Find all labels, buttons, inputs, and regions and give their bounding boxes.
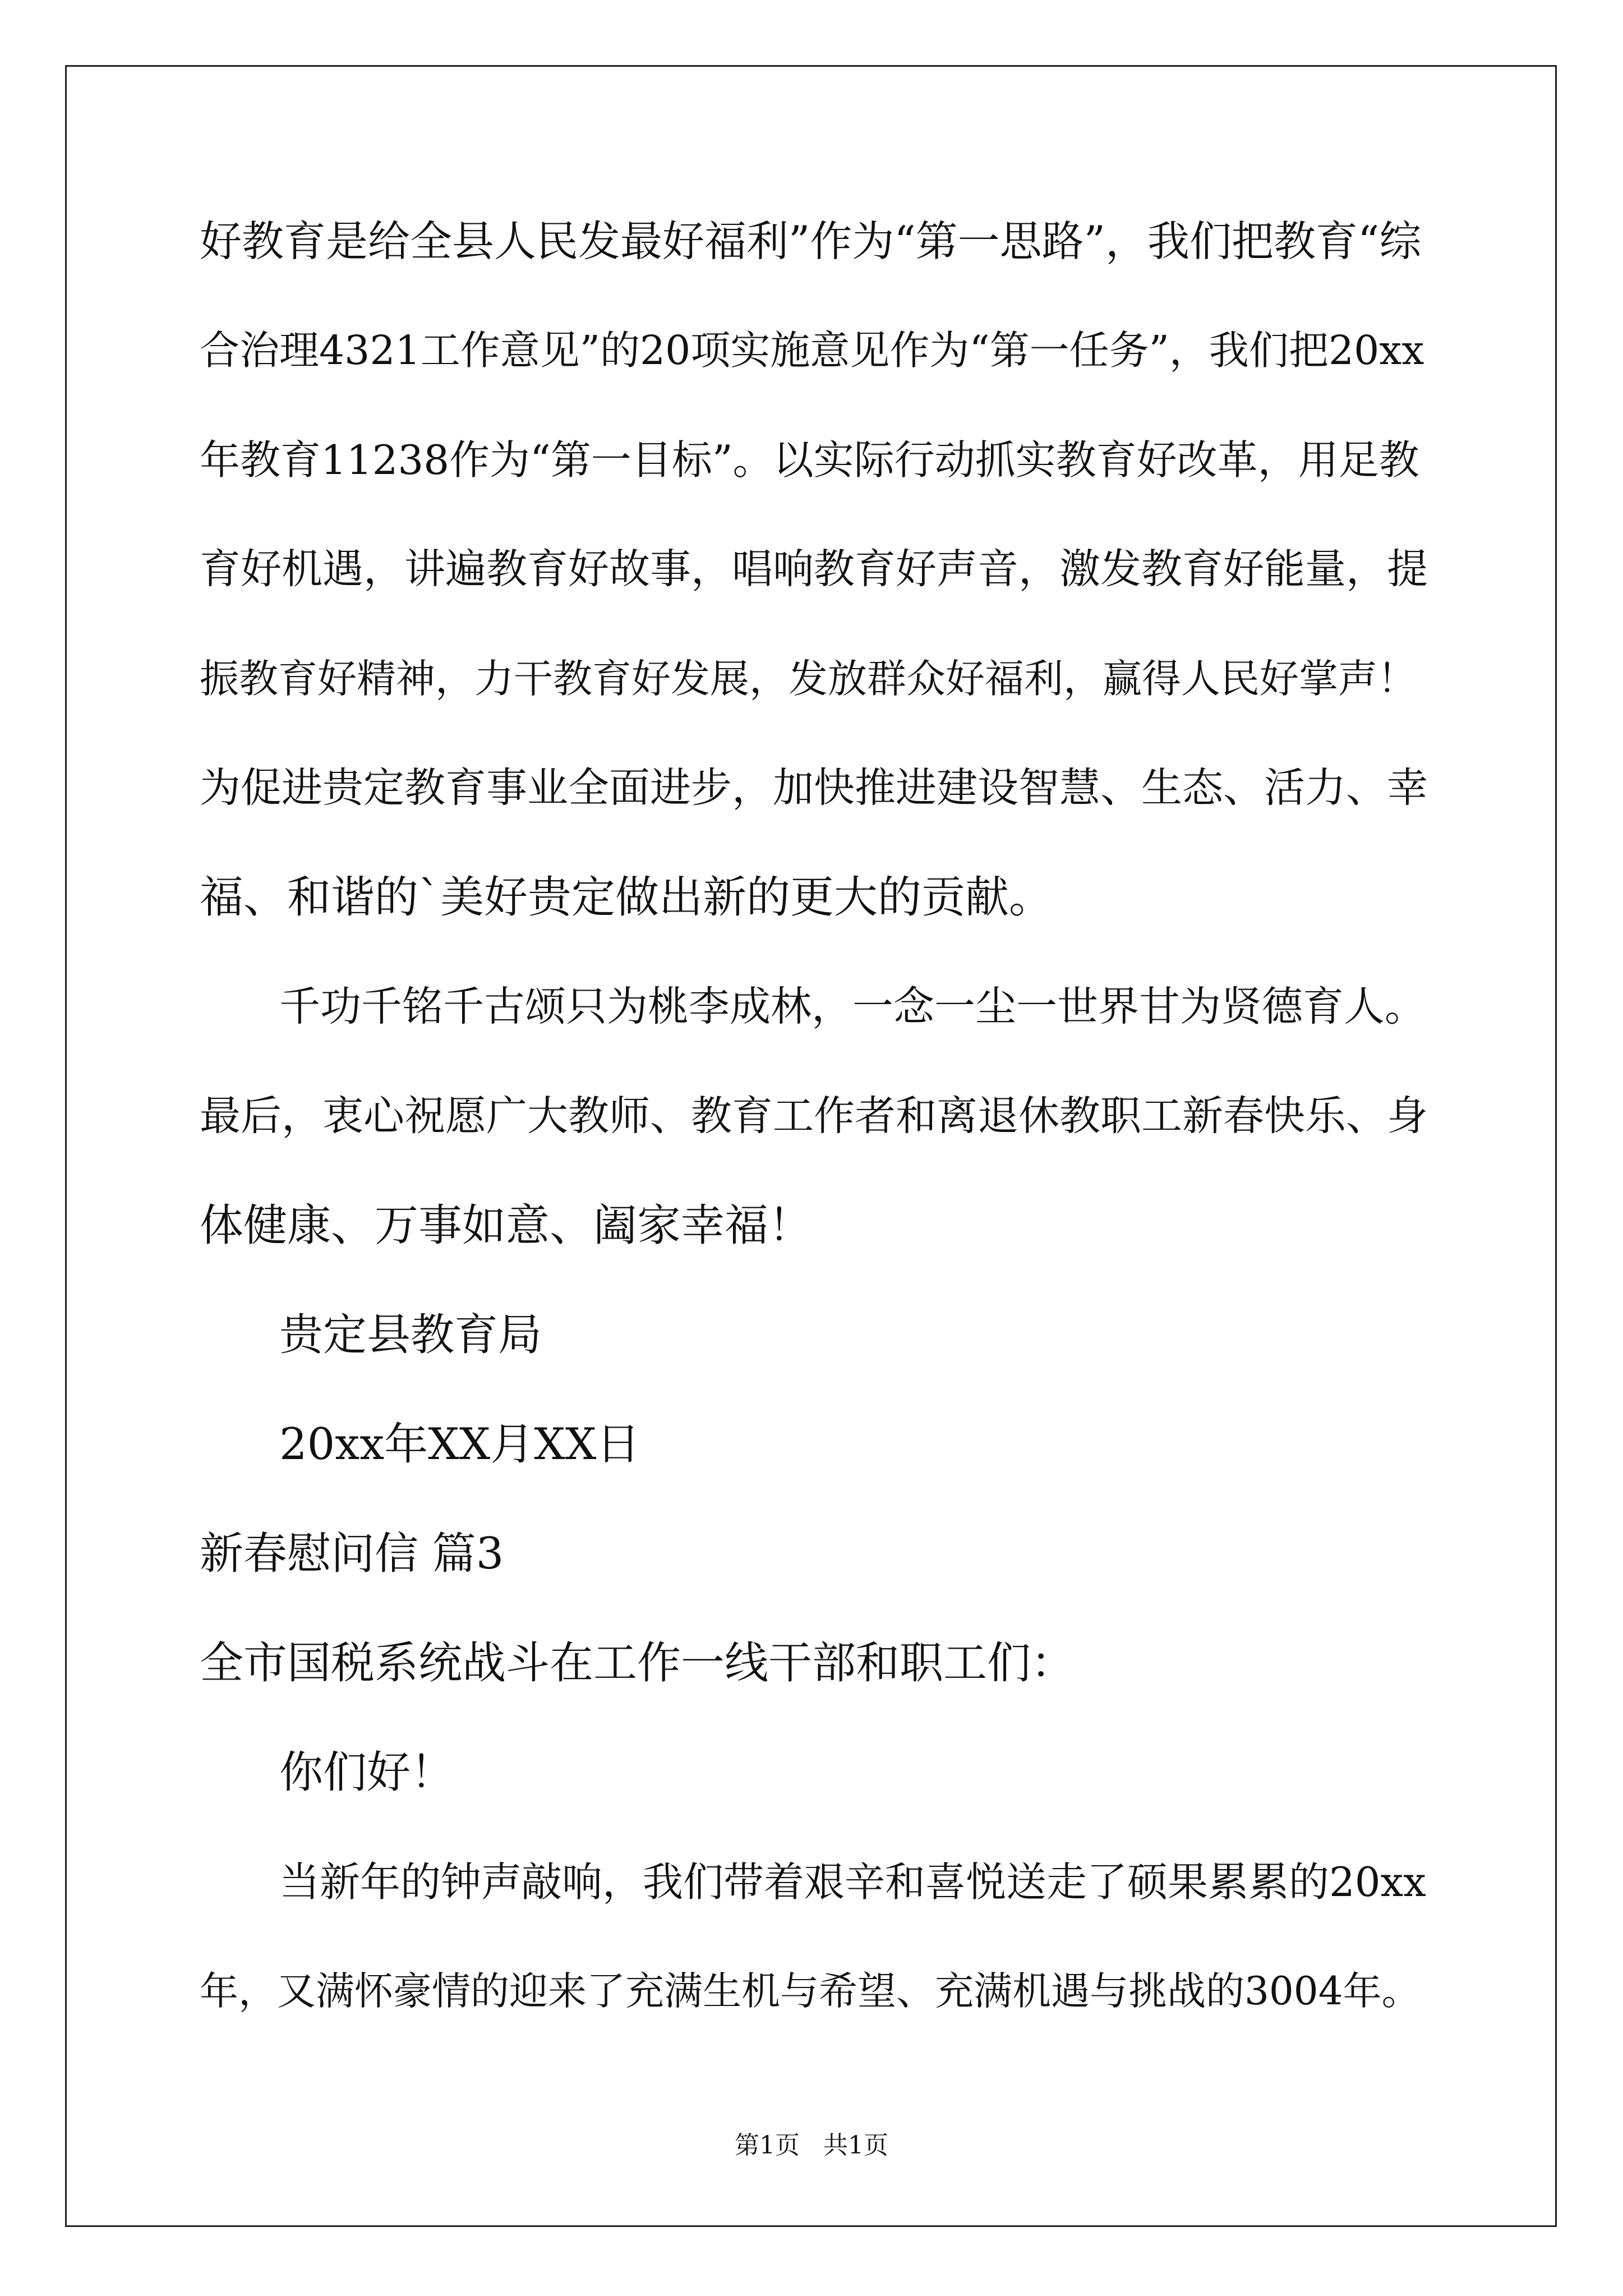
paragraph-line: 育好机遇，讲遍教育好故事，唱响教育好声音，激发教育好能量，提 xyxy=(200,545,1428,593)
paragraph-line: 当新年的钟声敲响，我们带着艰辛和喜悦送走了硕果累累的20xx xyxy=(279,1858,1426,1906)
paragraph-line: 最后，衷心祝愿广大教师、教育工作者和离退休教职工新春快乐、身 xyxy=(200,1092,1428,1140)
paragraph-line: 千功千铭千古颂只为桃李成林，一念一尘一世界甘为贤德育人。 xyxy=(279,983,1426,1030)
paragraph-line: 年教育11238作为“第一目标”。以实际行动抓实教育好改革，用足教 xyxy=(200,436,1419,484)
paragraph-line: 振教育好精神，力干教育好发展，发放群众好福利，赢得人民好掌声！ xyxy=(200,656,1417,702)
paragraph-line: 为促进贵定教育事业全面进步，加快推进建设智慧、生态、活力、幸 xyxy=(200,764,1428,812)
signature-date: 20xx年XX月XX日 xyxy=(279,1419,640,1470)
paragraph-line: 体健康、万事如意、阖家幸福！ xyxy=(200,1200,813,1251)
page-footer: 第1页 共1页 xyxy=(735,2131,888,2160)
salutation: 全市国税系统战斗在工作一线干部和职工们： xyxy=(200,1638,1075,1688)
paragraph-line: 好教育是给全县人民发最好福利”作为“第一思路”，我们把教育“综 xyxy=(200,217,1422,266)
paragraph-line: 年，又满怀豪情的迎来了充满生机与希望、充满机遇与挑战的3004年。 xyxy=(200,1969,1421,2014)
signature-organization: 贵定县教育局 xyxy=(279,1310,542,1360)
paragraph-line: 福、和谐的`美好贵定做出新的更大的贡献。 xyxy=(200,872,1053,923)
section-heading: 新春慰问信 篇3 xyxy=(200,1529,504,1579)
paragraph-line: 合治理4321工作意见”的20项实施意见作为“第一任务”，我们把20xx xyxy=(200,327,1424,374)
greeting: 你们好！ xyxy=(279,1747,455,1798)
